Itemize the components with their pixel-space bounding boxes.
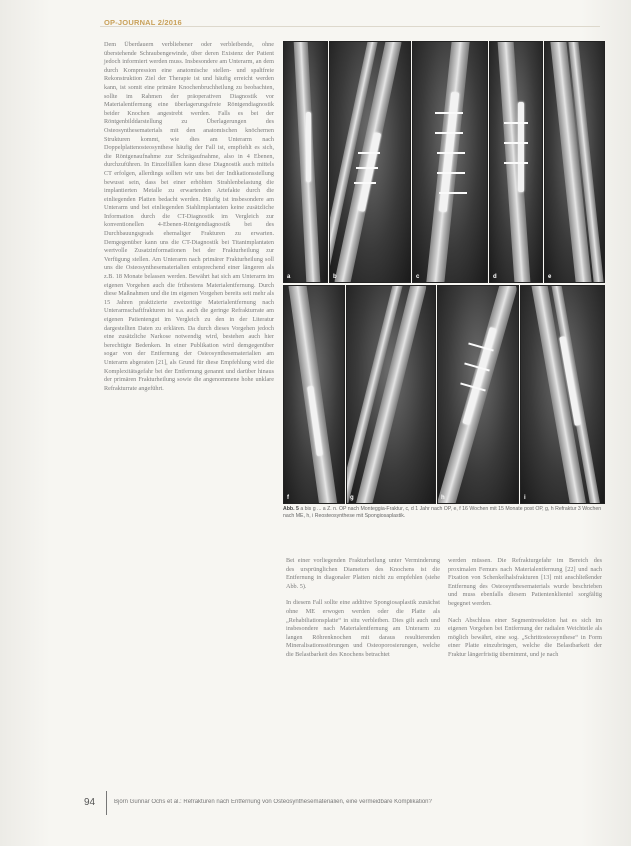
panel-label: d xyxy=(493,274,497,280)
xray-panel xyxy=(437,285,519,504)
xray-panel xyxy=(283,285,345,504)
header-rule xyxy=(100,26,600,27)
panel-label: e xyxy=(548,274,552,280)
paragraph: Dem Überdauern verbliebener oder verbleibende, ohne überstehende Schraubengewinde, über deren Existenz der Patient jedoch informiert werden muss. Insbesondere am Unterarm, an dem durch Kompression eine anatomische stellen- und spaltfreie Rekonstruktion Ziel der Therapie ist und häufig erreicht werden kann, ist somit eine primäre Knochenbruchheilung zu beobachten, sollte im Rahmen der präoperativen Diagnostik vor Materialentfernung eine überlagerungsfreie Röntgendiagnostik beider Knochen angestrebt werden. Falls es bei der Röntgenbilddarstellung zu Überlagerungen des Osteosynthesematerials mit den anatomischen knöchernen Strukturen kommt, wie dies am Unterarm nach Doppelplattenosteosynthese häufig der Fall ist, empfiehlt es sich, die Röntgenaufnahme zur Schrägaufnahme, also in 4 Ebenen, durchzuführen. In Einzelfällen kann diese Diagnostik auch mittels CT erfolgen, allerdings sollten wir uns bei der Indikationsstellung bewusst sein, dass bei einer erhöhten Strahlenbelastung die implantierten Metalle zu erwartenden Artefakte durch die einliegenden Platten bedacht werden. Häufig ist insbesondere am Unterarm und bei einliegenden Stahlimplantaten keine zusätzliche Information durch die CT-Diagnostik im Vergleich zur konventionellen 4-Ebenen-Röntgendiagnostik bei des Durchbauungsgrads ehemaliger Frakturen zu erwarten. Demgegenüber kann uns die CT-Diagnostik bei Titanimplantaten wertvolle Zusatzinformationen bei der Frakturheilung zur Verfügung stellen. Am Unterarm nach primärer Frakturheilung soll uns die Osteosynthesematerialien entsprechend einer längeren als z.B. 18 Monate belassen werden. Bewährt hat sich am Unterarm im eigenen Vorgehen auch die frühestens Materialentfernung. Durch diese Maßnahmen und die im eigenen Vorgehen bereits seit mehr als 15 Jahren praktizierte zweizeitige Materialentfernung nach Unterarmschaftfrakturen ist u.a. auch die geringe Refrakturrate am eigenen Patientengut im Vergleich zu den in der Literatur dargestellten Daten zu erklären. Da durch dieses Vorgehen jedoch eine zusätzliche Narkose notwendig wird, bestehen auch hier berechtigte Bedenken. In einer Publikation wird demgegenüber sogar von der Entfernung der Osteosynthesematerialien am Unterarm abgeraten [21], als Grund für diese Empfehlung wird die Komplexitätsgefahr bei der Entfernung genannt und darüber hinaus der primären Frakturheilung sowie die angenommene hohe unklare Refrakturrate angeführt. xyxy=(104,41,274,392)
panel-label: c xyxy=(416,274,420,280)
xray-panel xyxy=(412,41,488,283)
caption-text: a bis g ... a Z. n. OP nach Monteggia-Fraktur, c, d 1 Jahr nach OP, e, f 16 Wochen mit 15 Monate post OP, g, h Refraktur 3 Wochen nach ME, h, i Reosteosynthese mit Spongiosaplastik. xyxy=(283,506,602,519)
panel-label: h xyxy=(441,495,445,501)
paragraph: Nach Abschluss einer Segmentresektion hat es sich im eigenen Vorgehen bei Entfernung der radialen Weichteile als möglich bewährt, eine sog. „Schrittosteosynthese“ in Form einer Platte einzubringen, welche die Belastbarkeit der Fraktur längerfristig übernimmt, und je nach xyxy=(448,616,602,658)
panel-label: f xyxy=(287,495,289,501)
figure-caption xyxy=(283,506,603,520)
caption-label: Abb. 5 xyxy=(283,506,299,512)
paragraph: Bei einer vorliegenden Frakturheilung unter Verminderung des ursprünglichen Diameters des Knochens ist die Entfernung in diagonaler Platten nicht zu empfehlen (siehe Abb. 5). xyxy=(286,557,440,590)
panel-label: b xyxy=(333,274,337,280)
panel-label: g xyxy=(350,495,354,501)
paragraph: werden müssen. Die Refrakturgefahr im Bereich des proximalen Femurs nach Materialentfernung [22] und nach Fixation von Schenkelhalsfrakturen [13] mit anschließender Entfernung des Osteosynthesematerials wurde beschrieben und muss ebenfalls diesem Patientenklientel sorgfältig begegnet werden. xyxy=(448,557,602,607)
panel-label: a xyxy=(287,274,291,280)
xray-panel xyxy=(346,285,436,504)
journal-header: OP-JOURNAL 2/2016 xyxy=(104,18,182,27)
right-text-column xyxy=(448,557,602,668)
xray-figure xyxy=(283,41,603,502)
middle-text-column xyxy=(286,557,440,668)
paragraph: In diesem Fall sollte eine additive Spongiosaplastik zunächst ohne ME erwogen werden oder die Platte als „Rehabiliationsplatte“ in situ verbleiben. Dies gilt auch und insbesondere nach Materialentfernung am Unterarm zu langen Röhrenknochen mit daraus resultierenden Mineralisationsstörungen und Osteoporosierungen, welche die Belastbarkeit des Knochens betrachtet xyxy=(286,599,440,658)
xray-panel xyxy=(329,41,411,283)
left-text-column xyxy=(104,41,274,401)
xray-panel xyxy=(283,41,328,283)
panel-label: i xyxy=(524,495,526,501)
running-footer: Björn Gunnar Ochs et al.: Refrakturen nach Entfernung von Osteosynthesematerialien, eine vermeidbare Komplikation? xyxy=(114,799,432,805)
xray-panel xyxy=(544,41,605,283)
xray-panel xyxy=(489,41,543,283)
xray-panel xyxy=(520,285,605,504)
page-number: 94 xyxy=(84,797,96,808)
footer-divider xyxy=(106,791,107,815)
